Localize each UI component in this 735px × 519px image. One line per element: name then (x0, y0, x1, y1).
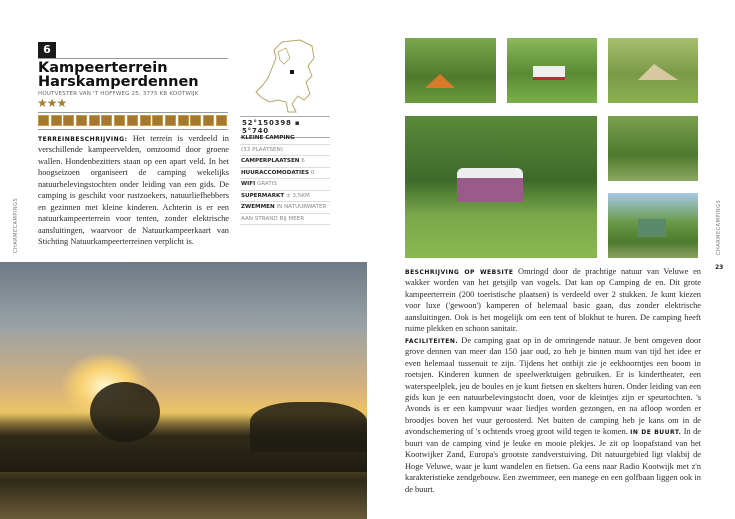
netherlands-map-icon (252, 38, 320, 114)
facility-icon (114, 115, 125, 126)
divider (38, 129, 228, 130)
section-label: IN DE BUURT. (630, 429, 682, 437)
facility-icon (190, 115, 201, 126)
facility-icon (152, 115, 163, 126)
info-item: ZWEMMEN IN NATUURWATER (240, 202, 330, 214)
section-text: In de buurt van de camping vind je leuke en mooie plekjes. Je zit op loopafstand van het Kootwijker Zand, Europa's grootste zandverstuiving. Dit natuurgebied ligt vlakbij de Hoge Veluwe, waar je kunt wandelen en fietsen. Ga eens naar Radio Kootwijk met z'n karakteristieke zendgebouw. Een zwemmeer, een manege en een golfbaan liggen ook in de buurt. (405, 427, 702, 494)
campsite-photo (405, 38, 496, 103)
campsite-info-list (240, 133, 330, 225)
section-label: TERREINBESCHRIJVING: (38, 136, 128, 143)
section-side-label: CHARMECAMPINGS (13, 197, 19, 253)
info-item: (33 PLAATSEN) (240, 145, 330, 157)
sunset-heathland-photo (0, 262, 367, 519)
facility-icon (101, 115, 112, 126)
facility-icon (165, 115, 176, 126)
campsite-article (405, 266, 701, 495)
campsite-photo (608, 38, 698, 103)
title-line: Harskamperdennen (38, 74, 199, 90)
forest-campsite-photo (608, 116, 698, 181)
gps-coordinates: 52°150398 ▪ 5°740 (240, 116, 330, 138)
facility-icon (63, 115, 74, 126)
vw-camper-photo (405, 116, 597, 258)
info-item: CAMPERPLAATSEN 6 (240, 156, 330, 168)
facility-icons (38, 115, 227, 126)
page-number: 23 (715, 264, 724, 271)
facility-icon (89, 115, 100, 126)
section-text: De camping gaat op in de omringende natuur. Je bent omgeven door grove dennen van meer dan 150 jaar oud, zo heb je binnen mum van tijd het idee er even helemaal tussenuit te zijn. Tijdens het ontbijt zie je eekhoorntjes een boom in roetsjen. Kinderen kunnen de speelwerktuigen gebruiken. Er is kindertheater, een waterspeelplek, jeu de boules en je kunt fietsen en skelters huren. Onder leiding van een gids kun je een natuurbelevingstocht doen, voor de kleintjes zijn er speurtochten. 's Avonds is er een kampvuur waar liedjes worden gezongen, en na afloop worden er broodjes boven het vuur geroosterd. Net buiten de camping heb je kans om in de avondschemering of 's ochtends vroeg groot wild tegen te komen. (405, 335, 702, 437)
terrain-description (38, 133, 229, 248)
facility-icon (127, 115, 138, 126)
section-text: Het terrein is verdeeld in verschillende kampeervelden, omzoomd door groene wallen. Hondenbezitters staan op een apart veld. In het hoogseizoen organiseert de camping wekelijks natuurbelevingstochten onder leiding van een gids. De camping is geschikt voor rustzoekers, natuurliefhebbers en gezinnen met kleine kinderen. Achterin is er een natuurkampeerterrein voor tenten, zonder elektrische aansluitingen, waarvoor de Natuurkampeerkaart van Stichting Natuurkampeerterreinen verplicht is. (38, 134, 229, 247)
campsite-number-badge: 6 (38, 42, 56, 58)
address: HOUTVESTER VAN 'T HOFFWEG 25, 3775 KB KOOTWIJK (38, 91, 199, 97)
title-line: Kampeerterrein (38, 60, 168, 76)
info-item: KLEINE CAMPING (240, 133, 330, 145)
facility-icon (76, 115, 87, 126)
section-label: FACILITEITEN. (405, 337, 459, 345)
section-side-label: CHARMECAMPINGS (716, 199, 722, 255)
info-item: AAN STRAND BIJ MEER (240, 214, 330, 226)
section-text: Omringd door de prachtige natuur van Veluwe en wakker worden van het getsjilp van vogels. Dat kan op Camping de en. Dit grote kampeerterrein (200 toeristische plaatsen) is verdeeld over 2 stukken. Je kunt kiezen voor luxe ('gewoon') kamperen of helemaal basic gaan, dus zonder elektrische aansluitingen. Ook is het mogelijk om een tent of blokhut te huren. De camping heeft ruime plekken en schoon sanitair. (405, 267, 701, 334)
facility-icon (178, 115, 189, 126)
info-item: WIFI GRATIS (240, 179, 330, 191)
info-item: SUPERMARKT ± 3,5KM (240, 191, 330, 203)
facility-icon (216, 115, 227, 126)
campsite-photo (507, 38, 597, 103)
facility-icon (38, 115, 49, 126)
facility-icon (140, 115, 151, 126)
star-rating: ★★★ (37, 96, 67, 110)
divider (38, 58, 228, 59)
section-label: BESCHRIJVING OP WEBSITE (405, 269, 514, 276)
campsite-title (38, 61, 238, 89)
facility-icon (51, 115, 62, 126)
cabin-photo (608, 193, 698, 258)
info-item: HUURACCOMODATIES 0 (240, 168, 330, 180)
facility-icon (203, 115, 214, 126)
divider (38, 112, 228, 113)
